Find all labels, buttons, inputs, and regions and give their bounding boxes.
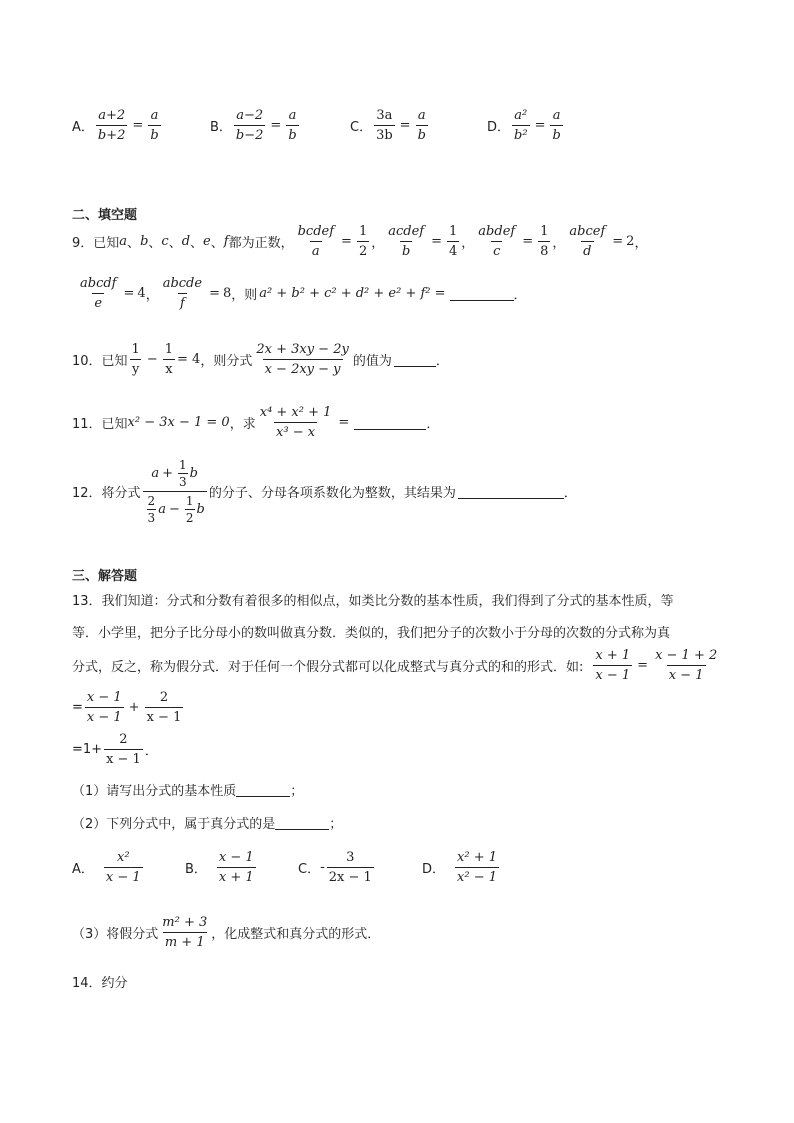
q8-option-c: C． $\frac{3a}{3b}$ = $\frac{a}{b}$ — [350, 108, 426, 143]
q13-sub-1: （1）请写出分式的基本性质 ； — [72, 784, 304, 799]
q9-line-2: $\frac{\text{abcdf}}{e}$ = 4 ， $\frac{\text{abcde}}{f}$ = 8 ，则 a² + b² + c² + d² + e² + f² = ． — [80, 276, 527, 311]
q13-line-2: 等．小学里，把分子比分母小的数叫做真分数．类似的，我们把分子的次数小于分母的次数的分式称为真 — [72, 626, 671, 641]
q13-line-1: 13．我们知道：分式和分数有着很多的相似点，如类比分数的基本性质，我们得到了分式的基本性质，等 — [72, 594, 674, 609]
q9-fraction-2: $\frac{\text{acdef}}{b}$ — [388, 224, 425, 259]
q13-sub1-blank[interactable] — [236, 782, 290, 797]
q10-line: 10．已知 $\frac{1}{y}$ − $\frac{1}{x}$ = 4 ，则分式 $\frac{2x + 3xy - 2y}{x - 2xy - y}$ 的值为 ． — [72, 342, 449, 377]
q9-fraction-4: $\frac{\text{abcef}}{d}$ — [569, 224, 606, 259]
q13-sub2-blank[interactable] — [275, 815, 329, 830]
q13-option-c: C． - $\frac{3}{2x - 1}$ — [298, 850, 372, 885]
q10-answer-blank[interactable] — [394, 352, 436, 367]
q9-answer-blank[interactable] — [450, 286, 514, 301]
q9-fraction-1: $\frac{\text{bcdef}}{a}$ — [297, 224, 335, 259]
q12-complex-fraction: a + $\frac{1}{3}$ b $\frac{2}{3}$ a − $\frac{1}{2}$ b — [143, 458, 207, 525]
q14-title: 14．约分 — [72, 976, 128, 991]
q13-sub-2: （2）下列分式中，属于真分式的是 ； — [72, 817, 343, 832]
q9-line-1: 9．已知 a 、 b 、 c 、 d 、 e 、 f 都为正数， $\frac{\text{bcdef}}{a}$ = $\frac{1}{2}$ ， $\frac{\text{acdef}}{b}$ = $\frac{1}{4}$ ， $\frac{\text{abdef}}{c}$ = $\frac{1}{8}$ ， $\frac{\text{abcef}}{d}$ = 2 ， — [72, 224, 648, 259]
q13-step-3: =1+ $\frac{2}{x - 1}$ ． — [72, 732, 158, 767]
q12-line: 12．将分式 a + $\frac{1}{3}$ b $\frac{2}{3}$ a − $\frac{1}{2}$ b 的分子、分母各项系数化为整数，其结果为 ． — [72, 458, 577, 525]
q12-answer-blank[interactable] — [458, 484, 564, 499]
q13-option-d: D． $\frac{\text{x² + 1}}{\text{x² − 1}}$ — [422, 850, 497, 885]
q11-answer-blank[interactable] — [354, 415, 426, 430]
q9-fraction-3: $\frac{\text{abdef}}{c}$ — [478, 224, 516, 259]
q9-fraction-5: $\frac{\text{abcdf}}{e}$ — [80, 276, 117, 311]
q8-option-a: A． $\frac{a+2}{b+2}$ = $\frac{a}{b}$ — [72, 108, 159, 143]
q8-option-d: D． $\frac{\text{a²}}{\text{b²}}$ = $\frac{a}{b}$ — [487, 108, 561, 143]
q13-option-a: A． $\frac{\text{x²}}{x - 1}$ — [72, 850, 141, 885]
section-title-answer: 三、解答题 — [72, 569, 138, 584]
q13-line-3: 分式，反之，称为假分式．对于任何一个假分式都可以化成整式与真分式的和的形式．如: $\frac{x + 1}{x - 1}$ = $\frac{x - 1 + 2}{x - 1}$ — [72, 648, 718, 683]
q8-option-b: B． $\frac{a-2}{b-2}$ = $\frac{a}{b}$ — [210, 108, 297, 143]
q13-option-b: B． $\frac{x - 1}{x + 1}$ — [185, 850, 254, 885]
section-title-fill-blank: 二、填空题 — [72, 208, 138, 223]
q9-fraction-6: $\frac{\text{abcde}}{f}$ — [162, 276, 203, 311]
q13-step-2: = $\frac{x - 1}{x - 1}$ + $\frac{2}{x - 1}$ — [72, 690, 182, 725]
q11-line: 11．已知 x² − 3x − 1 = 0 ，求 $\frac{\text{x⁴ + x² + 1}}{\text{x³ − x}}$ = ． — [72, 405, 440, 440]
q13-sub-3: （3）将假分式 $\frac{\text{m² + 3}}{m + 1}$ ，化成整式和真分式的形式． — [72, 915, 381, 950]
